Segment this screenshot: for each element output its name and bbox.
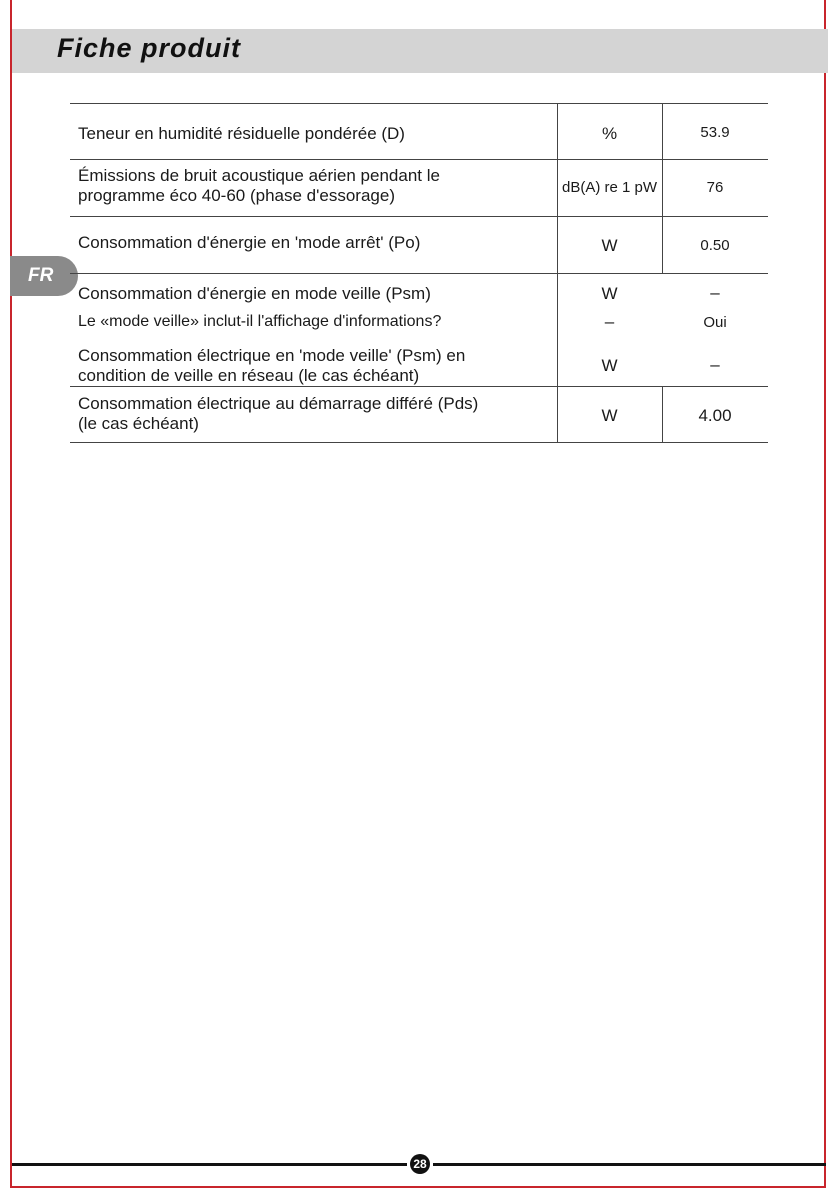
row-value: – xyxy=(710,283,720,302)
row-label: (le cas échéant) xyxy=(78,414,199,433)
table-rule xyxy=(70,103,768,104)
row-unit: W xyxy=(601,284,618,303)
footer-rule-left xyxy=(12,1163,407,1166)
row-label: Consommation d'énergie en mode veille (Psm) xyxy=(78,284,431,303)
table-rule xyxy=(70,159,768,160)
language-tab: FR xyxy=(10,256,78,296)
row-unit: – xyxy=(604,312,615,331)
row-label: Consommation électrique en 'mode veille' (Psm) en xyxy=(78,346,466,365)
row-value: 53.9 xyxy=(700,124,730,141)
row-unit: W xyxy=(601,356,618,375)
row-label: Consommation d'énergie en 'mode arrêt' (Po) xyxy=(78,233,421,252)
row-label: Consommation électrique au démarrage différé (Pds) xyxy=(78,394,479,413)
row-label: condition de veille en réseau (le cas échéant) xyxy=(78,366,420,385)
row-label: Teneur en humidité résiduelle pondérée (D) xyxy=(78,124,405,143)
row-unit: dB(A) re 1 pW xyxy=(561,179,658,196)
row-value: 4.00 xyxy=(698,406,732,425)
row-unit: W xyxy=(601,236,618,255)
page-title: Fiche produit xyxy=(57,33,241,63)
row-label: programme éco 40-60 (phase d'essorage) xyxy=(78,186,395,205)
table-rule xyxy=(70,386,768,387)
row-value: 0.50 xyxy=(700,237,730,254)
table-rule xyxy=(70,216,768,217)
row-unit: % xyxy=(601,124,618,143)
row-value: Oui xyxy=(703,314,727,331)
row-label: Émissions de bruit acoustique aérien pendant le xyxy=(78,166,440,185)
table-rule xyxy=(70,273,768,274)
row-unit: W xyxy=(601,406,618,425)
row-value: – xyxy=(710,355,720,374)
table-rule xyxy=(70,442,768,443)
row-label: Le «mode veille» inclut-il l'affichage d'informations? xyxy=(78,313,442,330)
footer-rule-right xyxy=(433,1163,826,1166)
row-value: 76 xyxy=(706,179,724,196)
page-number: 28 xyxy=(410,1154,430,1174)
